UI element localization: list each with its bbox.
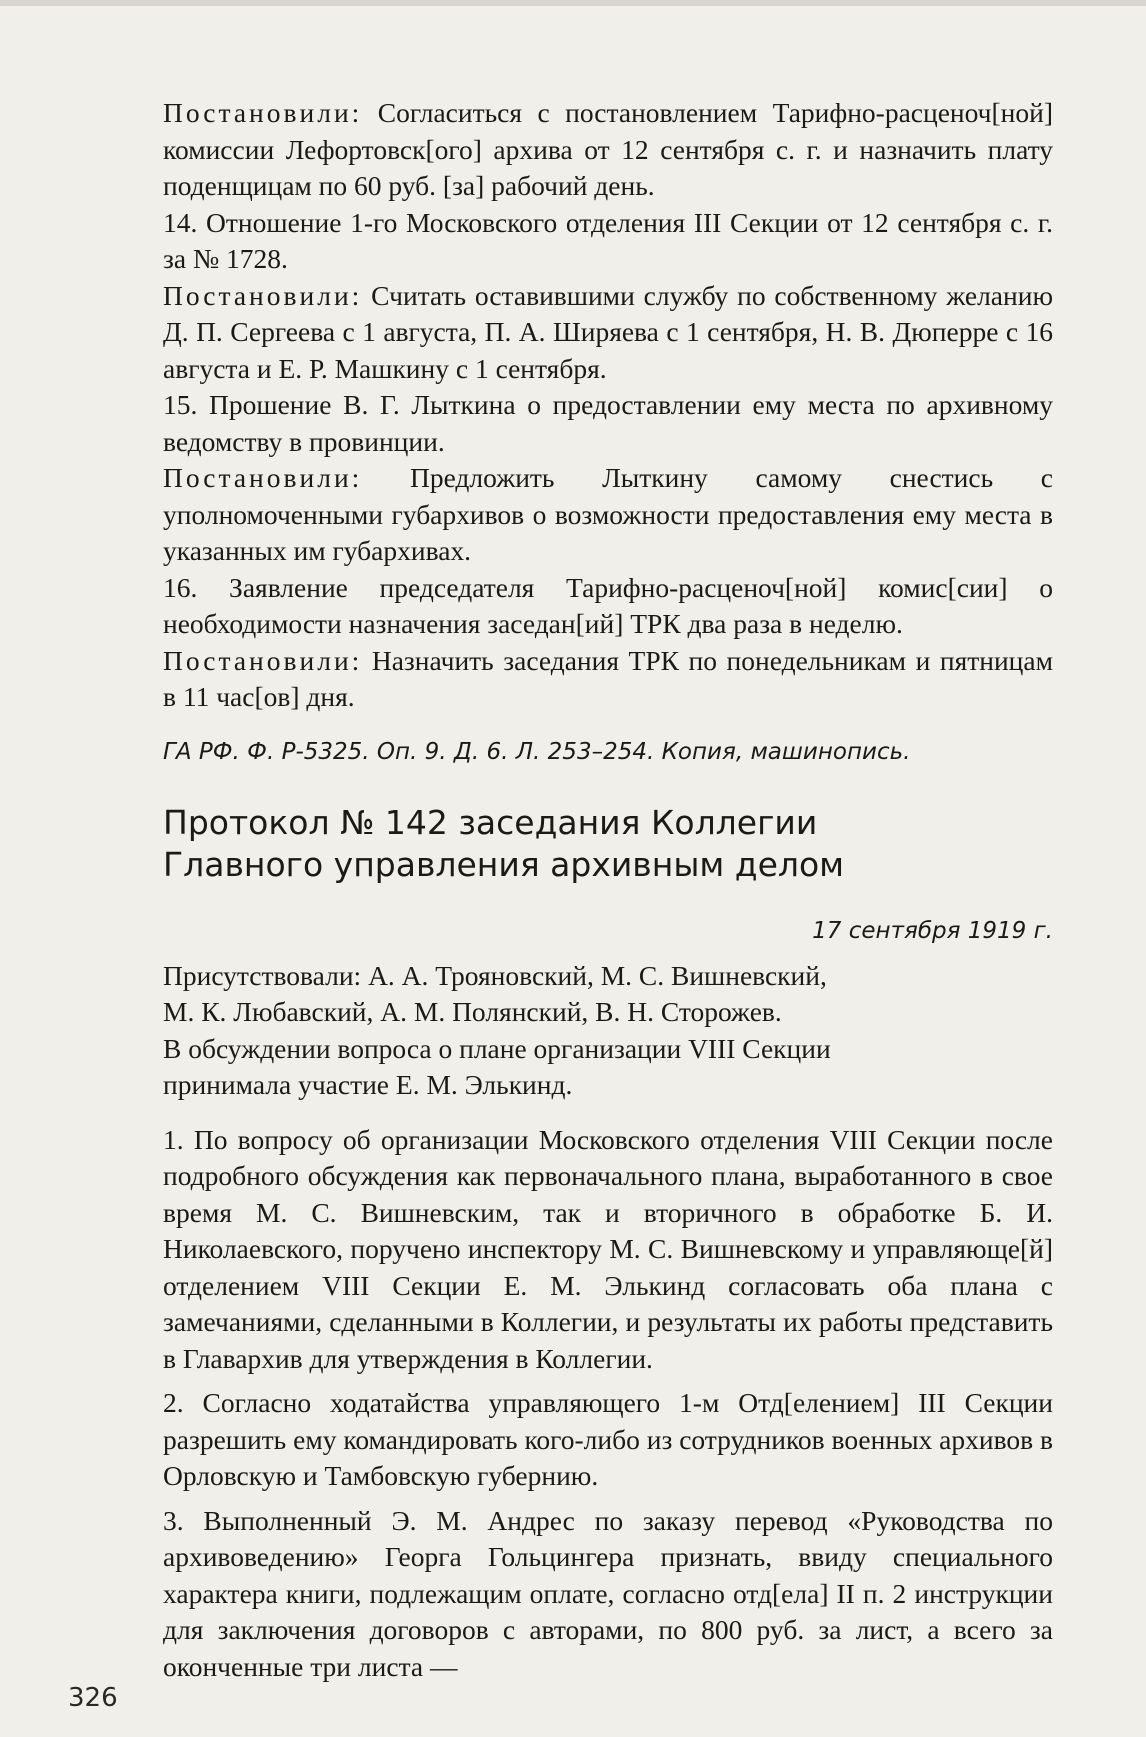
protocol-item-1: 1. По вопросу об организации Московского отделения VIII Секции после подробного обсуждения как первоначального плана, выработанного в свое время М. С. Вишневским, так и вторичного в обработке Б. И. Николаевского, поручено инспектору М. С. Вишневскому и управляюще[й] отделением VIII Секции Е. М. Элькинд согласовать оба плана с замечаниями, сделанными в Коллегии, и результаты их работы представить в Главархив для утверждения в Коллегии. [163, 1123, 1053, 1374]
attendees-line-1: Присутствовали: А. А. Трояновский, М. С. Вишневский, [163, 959, 827, 991]
protocol-heading-line-1: Протокол № 142 заседания Коллегии [163, 803, 818, 842]
paragraph-text: Считать оставившими службу по собственному желанию Д. П. Сергеева с 1 августа, П. А. Ширяева с 1 сентября, Н. В. Дюперре с 16 августа и Е. Р. Машкину с 1 сентября. [163, 279, 1053, 384]
paragraph-resolution-15 [163, 460, 1053, 570]
page-top-edge [0, 0, 1146, 6]
participation-line-2: принимала участие Е. М. Элькинд. [163, 1069, 573, 1101]
paragraph-text: Согласиться с постановлением Тарифно-расценоч[ной] комиссии Лефортовск[ого] архива от 12 сентября с. г. и назначить плату поденщицам по 60 руб. [за] рабочий день. [163, 97, 1053, 201]
paragraph-resolution-16 [163, 643, 1053, 716]
paragraph-item-15: 15. Прошение В. Г. Лыткина о предоставлении ему места по архивному ведомству в провинции. [163, 389, 1053, 457]
protocol-item-3: 3. Выполненный Э. М. Андрес по заказу перевод «Руководства по архивоведению» Георга Гольцингера признать, ввиду специального характера книги, подлежащим оплате, согласно отд[ела] II п. 2 инструкции для заключения договоров с авторами, по 800 руб. за лист, а всего за оконченные три листа — [163, 1504, 1053, 1682]
protocol-item-2: 2. Согласно ходатайства управляющего 1-м Отд[елением] III Секции разрешить ему командировать кого-либо из сотрудников военных архивов в Орловскую и Тамбовскую губернию. [163, 1387, 1053, 1492]
paragraph-text: Предложить Лыткину самому снестись с уполномоченными губархивов о возможности предоставления ему места в указанных им губархивах. [163, 462, 1053, 566]
attendees-line-2: М. К. Любавский, А. М. Полянский, В. Н. Сторожев. [163, 996, 782, 1028]
archive-source-note: ГА РФ. Ф. Р-5325. Оп. 9. Д. 6. Л. 253–254. Копия, машинопись. [163, 738, 911, 765]
paragraph-item-16: 16. Заявление председателя Тарифно-расценоч[ной] комис[сии] о необходимости назначения заседан[ий] ТРК два раза в неделю. [163, 571, 1053, 639]
page-content [163, 95, 1053, 1685]
protocol-heading-line-2: Главного управления архивным делом [163, 845, 845, 884]
resolution-label: Постановили: [163, 279, 363, 311]
resolution-label: Постановили: [163, 462, 363, 493]
paragraph-resolution-14 [163, 278, 1053, 388]
page-number: 326 [68, 1683, 118, 1713]
paragraph-item-14: 14. Отношение 1-го Московского отделения III Секции от 12 сентября с. г. за № 1728. [163, 206, 1053, 274]
resolution-label: Постановили: [163, 644, 363, 676]
protocol-heading [163, 802, 1053, 886]
paragraph-resolution-13 [163, 95, 1053, 205]
resolution-label: Постановили: [163, 97, 363, 128]
paragraph-text: Назначить заседания ТРК по понедельникам и пятницам в 11 час[ов] дня. [163, 644, 1053, 712]
participation-line-1: В обсуждении вопроса о плане организации VIII Секции [163, 1032, 831, 1064]
protocol-date: 17 сентября 1919 г. [812, 918, 1053, 945]
attendees-block [163, 958, 1053, 1104]
